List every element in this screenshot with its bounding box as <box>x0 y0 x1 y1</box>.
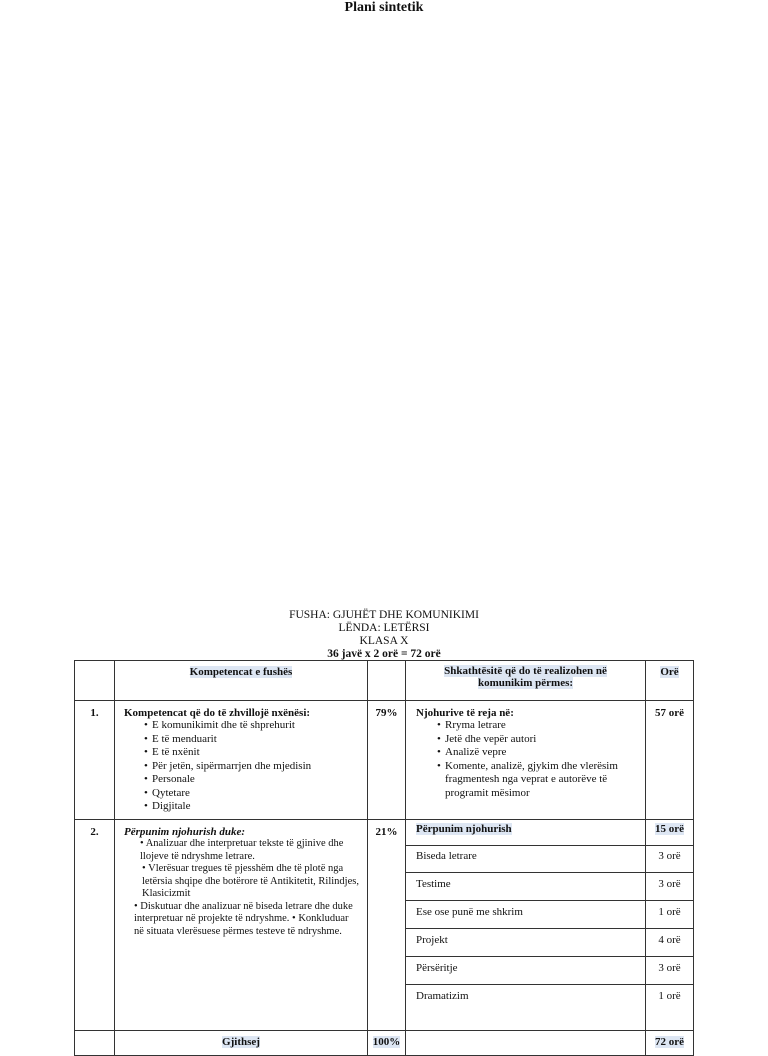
skill-item: • Analizë vepre <box>445 746 639 760</box>
sub-label-2: Testime <box>406 873 646 901</box>
skills-header: Shkathtësitë që do të realizohen në komunikim përmes: <box>444 665 607 689</box>
total-empty-cell <box>406 1031 646 1056</box>
sub-hours-2: 3 orë <box>646 873 694 901</box>
sub-hours-0: 15 orë <box>654 823 684 835</box>
sub-hours-5: 3 orë <box>646 957 694 985</box>
skills-list <box>445 719 639 800</box>
row-1-title: Kompetencat që do të zhvillojë nxënësi: <box>124 707 311 719</box>
sub-label-0: Përpunim njohurish <box>416 823 512 835</box>
total-label: Gjithsej <box>222 1036 260 1048</box>
class-line: KLASA X <box>359 635 409 647</box>
competence-item: • Personale <box>152 773 363 787</box>
row-2-text-2: • Diskutuar dhe analizuar në biseda letrare dhe duke interpretuar në projekte të ndryshme. • Konkluduar në situata vlerësuese përmes testeve të ndryshme. <box>134 900 353 937</box>
skill-item: • Komente, analizë, gjykim dhe vlerësim fragmentesh nga veprat e autorëve të programit mësimor <box>445 760 639 801</box>
page-title: Plani sintetik <box>344 0 424 15</box>
syllabus-table <box>74 660 694 1056</box>
sub-label-4: Projekt <box>406 929 646 957</box>
row-2-number: 2. <box>75 820 115 1031</box>
hours-line: 36 javë x 2 orë = 72 orë <box>327 648 441 660</box>
competences-header-cell <box>115 661 368 701</box>
total-num-cell <box>75 1031 115 1056</box>
row-1-skills <box>406 701 646 820</box>
total-label-cell <box>115 1031 368 1056</box>
subject-line: LËNDA: LETËRSI <box>338 622 430 634</box>
sub-hours-4: 4 orë <box>646 929 694 957</box>
row-1 <box>75 701 694 820</box>
sub-hours-6: 1 orë <box>646 985 694 1031</box>
sub-hours-1: 3 orë <box>646 846 694 873</box>
sub-label-6: Dramatizim <box>406 985 646 1031</box>
row-1-number: 1. <box>75 701 115 820</box>
competence-item: • E të menduarit <box>152 733 363 747</box>
skills-header-cell <box>406 661 646 701</box>
row-2-text-0: • Analizuar dhe interpretuar tekste të gjinive dhe llojeve të ndryshme letrare. <box>140 838 344 862</box>
competence-item: • Digjitale <box>152 800 363 814</box>
hours-header-cell <box>646 661 694 701</box>
header-row <box>75 661 694 701</box>
row-1-skills-title: Njohurive të reja në: <box>416 707 514 719</box>
total-row <box>75 1031 694 1056</box>
sub-label-1: Biseda letrare <box>406 846 646 873</box>
competence-item: • Qytetare <box>152 787 363 801</box>
sub-hours-cell <box>646 820 694 846</box>
competence-item: • E të nxënit <box>152 746 363 760</box>
skill-item: • Rryma letrare <box>445 719 639 733</box>
sub-label-5: Përsëritje <box>406 957 646 985</box>
competence-item: • E komunikimit dhe të shprehurit <box>152 719 363 733</box>
row-2-text-1: • Vlerësuar tregues të pjesshëm dhe të plotë nga letërsia shqipe dhe botërore të Antikitetit, Rilindjes, Klasicizmit <box>142 863 359 899</box>
row-1-hours: 57 orë <box>646 701 694 820</box>
total-hours-cell <box>646 1031 694 1056</box>
row-2 <box>75 820 694 846</box>
competence-list <box>152 719 363 814</box>
row-2-percent: 21% <box>368 820 406 1031</box>
hours-header: Orë <box>660 666 679 678</box>
row-1-competences <box>115 701 368 820</box>
row-2-title: Përpunim njohurish duke: <box>124 826 246 838</box>
percent-header-cell <box>368 661 406 701</box>
total-percent-cell <box>368 1031 406 1056</box>
total-hours: 72 orë <box>654 1036 684 1048</box>
sub-label-3: Ese ose punë me shkrim <box>406 901 646 929</box>
total-percent: 100% <box>372 1036 401 1048</box>
row-1-percent: 79% <box>368 701 406 820</box>
num-header-cell <box>75 661 115 701</box>
field-line: FUSHA: GJUHËT DHE KOMUNIKIMI <box>289 609 479 621</box>
competence-item: • Për jetën, sipërmarrjen dhe mjedisin <box>152 760 363 774</box>
row-2-competences <box>115 820 368 1031</box>
sub-hours-3: 1 orë <box>646 901 694 929</box>
competences-header: Kompetencat e fushës <box>189 666 293 678</box>
sub-label-cell <box>406 820 646 846</box>
skill-item: • Jetë dhe vepër autori <box>445 733 639 747</box>
